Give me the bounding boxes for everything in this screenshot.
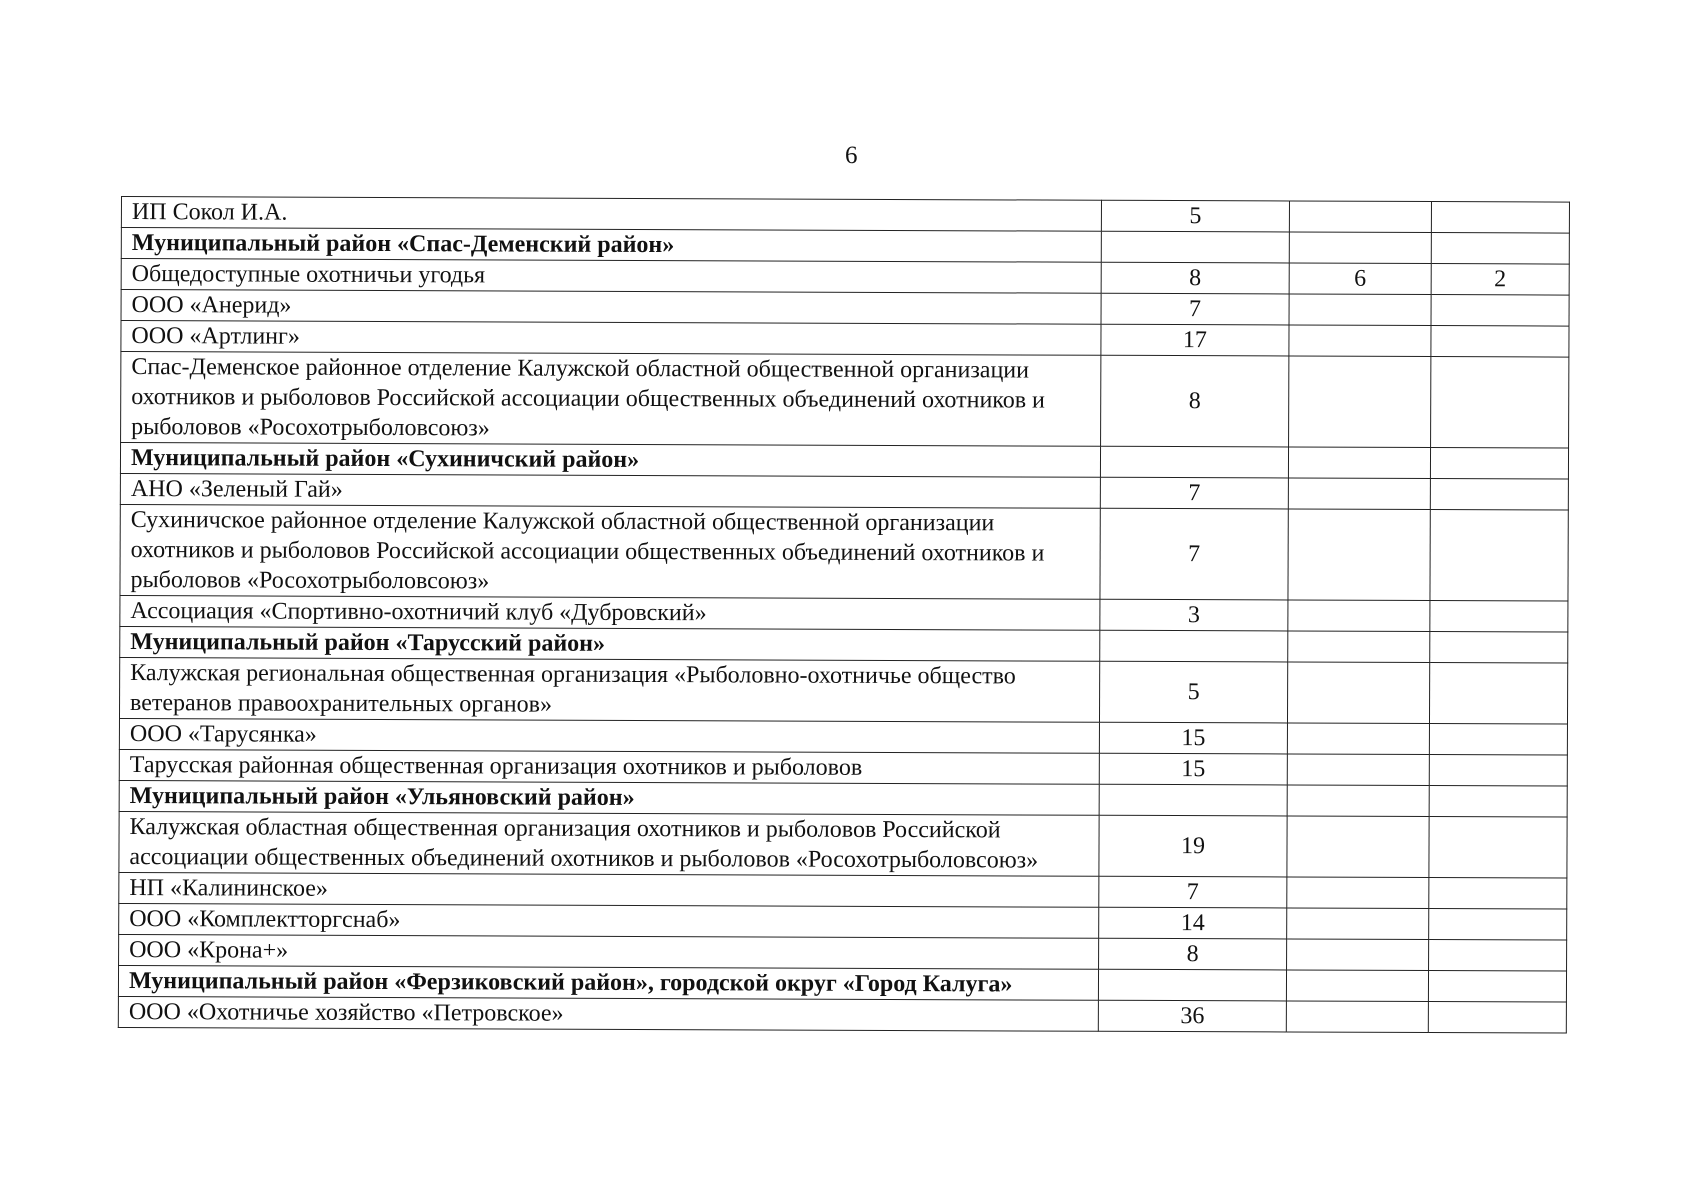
value-cell-1: 7: [1100, 508, 1288, 600]
value-cell-2: [1286, 970, 1428, 1002]
value-cell-1: 7: [1101, 293, 1289, 325]
value-cell-2: [1288, 478, 1430, 510]
value-cell-3: [1431, 202, 1569, 234]
value-cell-3: [1430, 632, 1568, 664]
organization-name-cell: ООО «Комплектторгснаб»: [119, 903, 1099, 938]
value-cell-1: [1098, 969, 1286, 1001]
value-cell-1: 15: [1099, 722, 1287, 754]
value-cell-2: [1287, 939, 1429, 971]
value-cell-3: [1429, 878, 1567, 910]
value-cell-2: 6: [1289, 263, 1431, 295]
organization-name-cell: Калужская областная общественная организация охотников и рыболовов Российской ассоциации общественных объединений охотников и рыболовов «Росохотрыболовсоюз»: [119, 811, 1099, 876]
value-cell-3: [1429, 786, 1567, 818]
value-cell-2: [1287, 723, 1429, 755]
section-header-row: [121, 228, 1569, 265]
organization-name-cell: АНО «Зеленый Гай»: [120, 473, 1100, 508]
value-cell-2: [1289, 356, 1431, 448]
table-row: [120, 595, 1568, 632]
organization-name-cell: Тарусская районная общественная организация охотников и рыболовов: [119, 749, 1099, 784]
value-cell-3: [1431, 295, 1569, 327]
value-cell-2: [1289, 232, 1431, 264]
value-cell-1: 8: [1099, 938, 1287, 970]
section-title-cell: Муниципальный район «Спас-Деменский район»: [121, 228, 1101, 263]
value-cell-3: [1430, 448, 1568, 480]
value-cell-1: 8: [1101, 355, 1289, 447]
section-title-cell: Муниципальный район «Ульяновский район»: [119, 780, 1099, 815]
table-row: [119, 749, 1567, 786]
organization-name-cell: Общедоступные охотничьи угодья: [121, 259, 1101, 294]
organization-name-cell: Калужская региональная общественная организация «Рыболовно-охотничье общество ветеранов правоохранительных органов»: [119, 657, 1099, 722]
organization-name-cell: ООО «Охотничье хозяйство «Петровское»: [118, 996, 1098, 1031]
table-row: [119, 903, 1567, 940]
organization-name-cell: ИП Сокол И.А.: [121, 197, 1101, 232]
value-cell-3: [1431, 326, 1569, 358]
section-title-cell: Муниципальный район «Ферзиковский район», городской округ «Город Калуга»: [118, 965, 1098, 1000]
organization-name-cell: ООО «Тарусянка»: [119, 718, 1099, 753]
value-cell-2: [1289, 294, 1431, 326]
value-cell-2: [1286, 1001, 1428, 1033]
value-cell-1: 3: [1100, 599, 1288, 631]
hunting-grounds-table: [118, 196, 1570, 1034]
value-cell-2: [1288, 447, 1430, 479]
organization-name-cell: Ассоциация «Спортивно-охотничий клуб «Дубровский»: [120, 595, 1100, 630]
value-cell-2: [1287, 785, 1429, 817]
value-cell-3: [1429, 817, 1567, 879]
section-header-row: [119, 780, 1567, 817]
organization-name-cell: Сухиничское районное отделение Калужской областной общественной организации охотников и рыболовов Российской ассоциации общественных объединений охотников и рыболовов «Росохотрыболовсоюз»: [120, 504, 1100, 599]
value-cell-1: 36: [1098, 1000, 1286, 1032]
table-row: [120, 504, 1568, 601]
value-cell-2: [1288, 631, 1430, 663]
value-cell-3: [1431, 357, 1569, 449]
table-row: [118, 996, 1566, 1033]
value-cell-3: [1429, 724, 1567, 756]
value-cell-3: [1429, 940, 1567, 972]
value-cell-2: [1288, 509, 1430, 601]
value-cell-3: [1429, 909, 1567, 941]
table-body: [118, 197, 1569, 1034]
value-cell-1: 5: [1099, 661, 1287, 723]
value-cell-3: [1430, 479, 1568, 511]
organization-name-cell: ООО «Артлинг»: [121, 321, 1101, 356]
value-cell-1: 14: [1099, 907, 1287, 939]
table-row: [121, 352, 1569, 449]
section-header-row: [120, 626, 1568, 663]
value-cell-1: 5: [1101, 200, 1289, 232]
organization-name-cell: ООО «Крона+»: [119, 934, 1099, 969]
section-title-cell: Муниципальный район «Тарусский район»: [120, 626, 1100, 661]
value-cell-2: [1287, 754, 1429, 786]
value-cell-3: [1431, 233, 1569, 265]
value-cell-2: [1287, 662, 1429, 724]
value-cell-1: 7: [1100, 477, 1288, 509]
table-row: [119, 811, 1567, 878]
section-header-row: [120, 443, 1568, 480]
organization-name-cell: НП «Калининское»: [119, 872, 1099, 907]
value-cell-3: [1429, 663, 1567, 725]
page-number: 6: [845, 142, 858, 169]
value-cell-1: 7: [1099, 876, 1287, 908]
value-cell-1: 8: [1101, 262, 1289, 294]
value-cell-1: [1099, 784, 1287, 816]
table-row: [120, 473, 1568, 510]
value-cell-3: 2: [1431, 264, 1569, 296]
table-row: [121, 259, 1569, 296]
organization-name-cell: ООО «Анерид»: [121, 290, 1101, 325]
value-cell-2: [1287, 877, 1429, 909]
value-cell-2: [1287, 816, 1429, 878]
value-cell-1: [1101, 231, 1289, 263]
table-row: [119, 657, 1567, 724]
value-cell-3: [1428, 971, 1566, 1003]
value-cell-3: [1430, 510, 1568, 602]
value-cell-3: [1428, 1002, 1566, 1034]
value-cell-2: [1289, 325, 1431, 357]
section-header-row: [118, 965, 1566, 1002]
value-cell-1: 17: [1101, 324, 1289, 356]
section-title-cell: Муниципальный район «Сухиничский район»: [120, 443, 1100, 478]
value-cell-1: 15: [1099, 753, 1287, 785]
value-cell-2: [1289, 201, 1431, 233]
organization-name-cell: Спас-Деменское районное отделение Калужской областной общественной организации охотников и рыболовов Российской ассоциации общественных объединений охотников и рыболовов «Росохотрыболовсоюз»: [121, 352, 1101, 447]
value-cell-3: [1429, 755, 1567, 787]
value-cell-1: 19: [1099, 815, 1287, 877]
value-cell-1: [1100, 446, 1288, 478]
value-cell-2: [1288, 600, 1430, 632]
value-cell-1: [1100, 630, 1288, 662]
value-cell-2: [1287, 908, 1429, 940]
value-cell-3: [1430, 601, 1568, 633]
